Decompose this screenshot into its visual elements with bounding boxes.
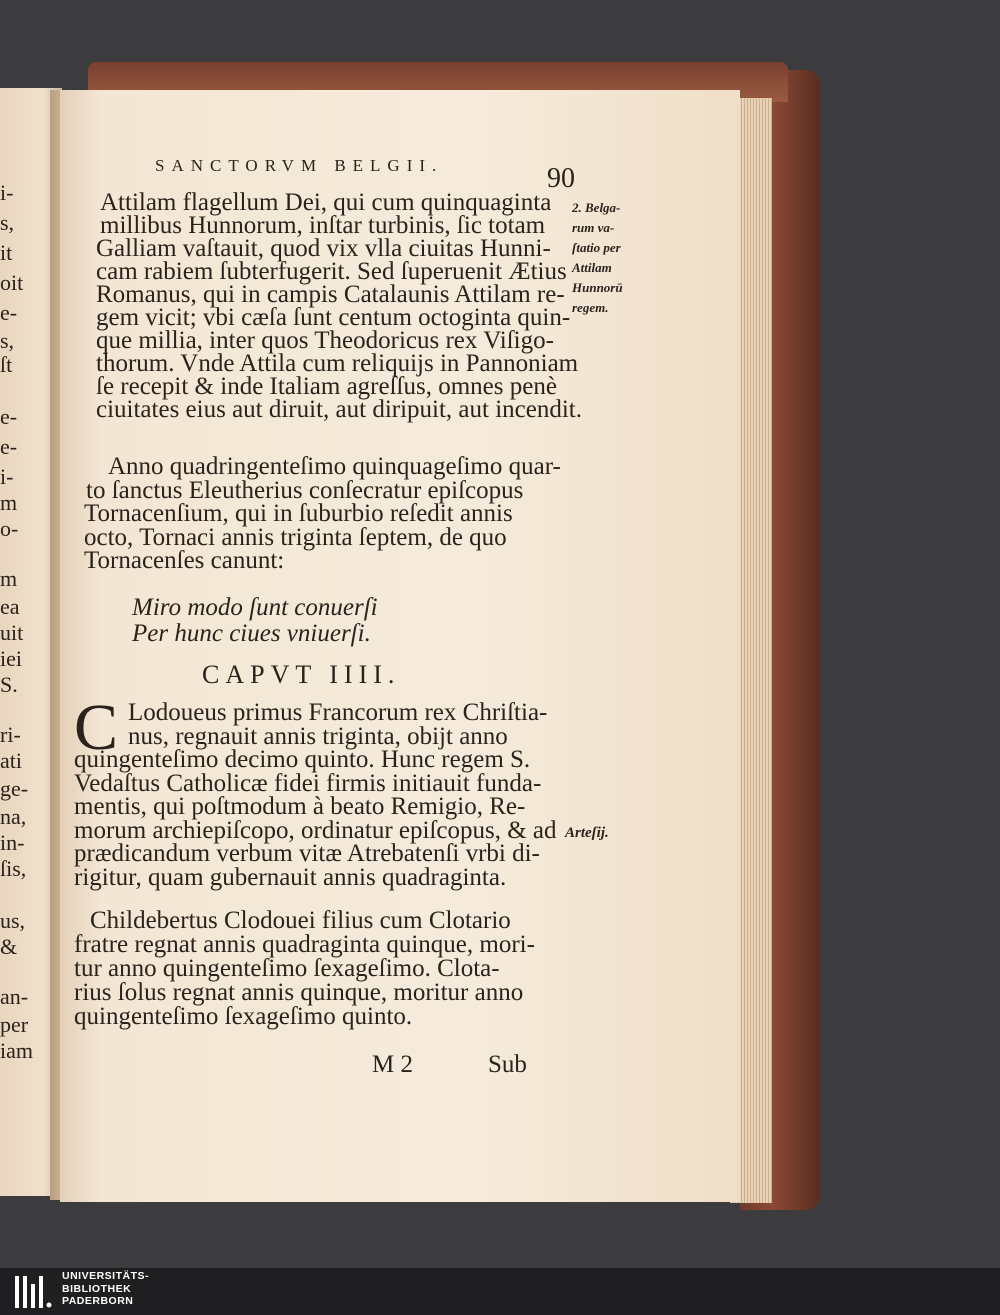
margin-note-2: Arteſij. bbox=[565, 825, 609, 841]
left-page-fragment: ea bbox=[0, 594, 20, 619]
folio-number: 90 bbox=[547, 163, 575, 194]
institution-line: BIBLIOTHEK bbox=[62, 1282, 132, 1295]
left-page-fragment: S. bbox=[0, 672, 18, 697]
left-page-fragment: ge- bbox=[0, 776, 29, 801]
left-page-fragment: iam bbox=[0, 1038, 33, 1063]
left-page-fragment: s, bbox=[0, 328, 15, 353]
left-page-fragment: e- bbox=[0, 434, 18, 459]
para3-line: mentis, qui poſtmodum à beato Remigio, Re- bbox=[74, 793, 526, 820]
para1-line: ciuitates eius aut diruit, aut diripuit, aut incendit. bbox=[96, 396, 582, 423]
para2-line: Tornacenſes canunt: bbox=[84, 547, 285, 574]
verse-line: Per hunc ciues vniuerſi. bbox=[132, 620, 371, 647]
para1-line: Romanus, qui in campis Catalaunis Attilam re- bbox=[96, 281, 565, 308]
right-page bbox=[60, 90, 740, 1202]
para1-line: ſe recepit & inde Italiam agreſſus, omnes penè bbox=[96, 373, 557, 400]
para4-line: Childebertus Clodouei filius cum Clotario bbox=[90, 907, 511, 934]
left-page-fragment: ſt bbox=[0, 352, 13, 377]
left-page-fragment: na, bbox=[0, 804, 27, 829]
para3-line: morum archiepiſcopo, ordinatur epiſcopus, & ad bbox=[74, 816, 557, 844]
left-page-fragment: us, bbox=[0, 908, 26, 933]
running-title: SANCTORVM BELGII. bbox=[155, 156, 444, 175]
catchword: Sub bbox=[488, 1051, 527, 1078]
signature-mark: M 2 bbox=[372, 1051, 413, 1078]
para1-line: millibus Hunnorum, inſtar turbinis, ſic totam bbox=[100, 212, 546, 239]
left-page-fragment: e- bbox=[0, 404, 18, 429]
note1-line: rum va- bbox=[572, 220, 615, 235]
chapter-heading: CAPVT IIII. bbox=[202, 660, 401, 689]
para3-line: prædicandum verbum vitæ Atrebatenſi vrbi di- bbox=[74, 840, 540, 867]
para3-line: nus, regnauit annis triginta, obijt anno bbox=[128, 722, 508, 750]
para2-line: octo, Tornaci annis triginta ſeptem, de quo bbox=[84, 523, 507, 551]
para3-line: Vedaſtus Catholicæ fidei firmis initiauit funda- bbox=[74, 769, 542, 797]
left-page-fragment: m bbox=[0, 490, 18, 515]
left-page-fragment: m bbox=[0, 566, 18, 591]
para1-line: gem vicit; vbi cæſa ſunt centum octoginta quin- bbox=[96, 304, 571, 331]
left-page-fragment: i- bbox=[0, 464, 14, 489]
left-page-fragment: & bbox=[0, 934, 18, 959]
left-page-fragment: ri- bbox=[0, 722, 21, 747]
para3-line: rigitur, quam gubernauit annis quadraginta. bbox=[74, 863, 507, 891]
institution-name bbox=[62, 1270, 149, 1308]
institution-line: PADERBORN bbox=[62, 1295, 134, 1307]
left-page-fragment: in- bbox=[0, 830, 25, 855]
note1-line: Attilam bbox=[572, 260, 612, 275]
left-page-fragment: iei bbox=[0, 646, 22, 671]
note1-line: 2. Belga- bbox=[572, 200, 621, 215]
left-page-fragment: ati bbox=[0, 748, 22, 773]
para1-line: thorum. Vnde Attila cum reliquijs in Pannoniam bbox=[96, 350, 579, 377]
para3-line: quingenteſimo decimo quinto. Hunc regem S. bbox=[74, 746, 531, 773]
footer-bar bbox=[0, 1268, 1000, 1315]
para4-line: tur anno quingenteſimo ſexageſimo. Clota- bbox=[74, 955, 500, 982]
note1-line: Hunnorū bbox=[572, 280, 623, 295]
left-page-fragment: o- bbox=[0, 516, 19, 541]
para2-line: Anno quadringenteſimo quinquageſimo quar- bbox=[108, 453, 561, 480]
para4-line: rius ſolus regnat annis quinque, moritur anno bbox=[74, 979, 524, 1006]
left-page-fragment: uit bbox=[0, 620, 24, 645]
left-page-fragment: s, bbox=[0, 210, 15, 235]
para3-line: Lodoueus primus Francorum rex Chriſtia- bbox=[128, 699, 548, 726]
para1-line: Galliam vaſtauit, quod vix vlla ciuitas Hunni- bbox=[96, 235, 551, 262]
left-page-fragment: i- bbox=[0, 180, 14, 205]
left-page-fragment: e- bbox=[0, 300, 18, 325]
left-page-fragment: oit bbox=[0, 270, 24, 295]
para1-line: que millia, inter quos Theodoricus rex Viſigo- bbox=[96, 327, 554, 354]
para2-line: Tornacenſium, qui in ſuburbio reſedit annis bbox=[84, 500, 513, 527]
left-page-fragment: ſis, bbox=[0, 856, 27, 881]
para1-line: cam rabiem ſubterfugerit. Sed ſuperuenit Ætius bbox=[96, 258, 567, 285]
left-page-fragment: per bbox=[0, 1012, 29, 1037]
drop-capital: C bbox=[74, 691, 119, 764]
verse-line: Miro modo ſunt conuerſi bbox=[132, 594, 378, 621]
left-page-fragment: an- bbox=[0, 984, 29, 1009]
para4-line: quingenteſimo ſexageſimo quinto. bbox=[74, 1003, 413, 1030]
note1-line: ſtatio per bbox=[572, 240, 621, 255]
library-logo-icon bbox=[14, 1274, 52, 1310]
left-page-fragment: it bbox=[0, 240, 13, 265]
institution-line: UNIVERSITÄTS- bbox=[62, 1270, 150, 1282]
note1-line: regem. bbox=[572, 300, 609, 315]
para1-line: Attilam flagellum Dei, qui cum quinquaginta bbox=[100, 189, 552, 216]
para2-line: to ſanctus Eleutherius conſecratur epiſcopus bbox=[86, 476, 524, 504]
para4-line: fratre regnat annis quadraginta quinque, mori- bbox=[74, 931, 535, 958]
